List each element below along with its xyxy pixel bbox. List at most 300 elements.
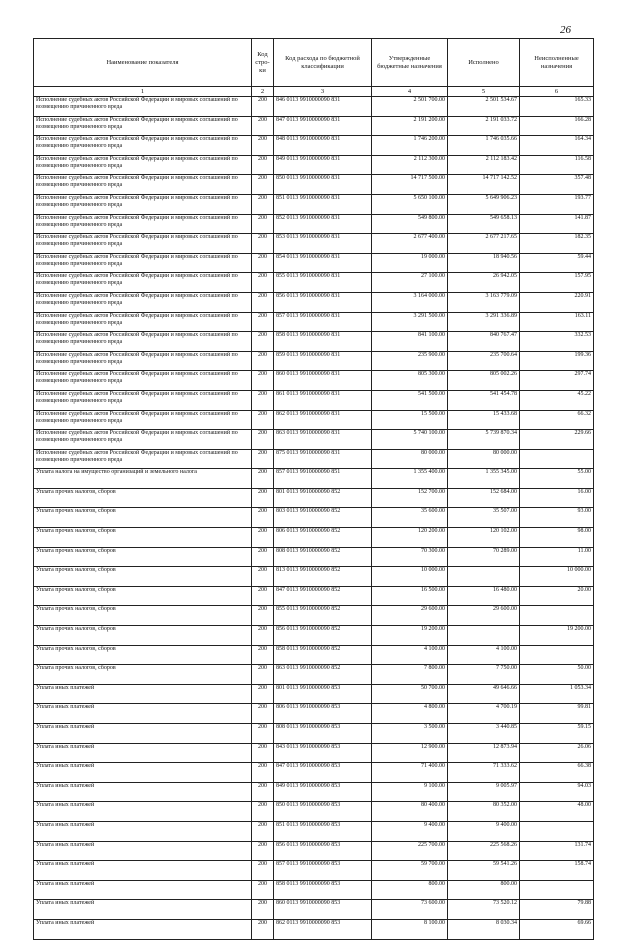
row-executed-cell: 120 102.00 [448,528,520,548]
row-line-code-cell: 200 [252,97,274,117]
table-row [34,371,594,391]
table-row [34,97,594,117]
row-executed-cell: 59 541.26 [448,861,520,881]
row-name-cell: Уплата налога на имущество организаций и земельного налога [34,469,252,489]
row-approved-cell: 50 700.00 [372,684,448,704]
row-executed-cell: 8 030.34 [448,919,520,939]
row-line-code-cell: 200 [252,626,274,646]
row-unexecuted-cell: 357.48 [520,175,594,195]
row-approved-cell: 2 191 200.00 [372,116,448,136]
row-budget-code-cell: 806 0113 9910000090 852 [274,528,372,548]
row-approved-cell: 4 100.00 [372,645,448,665]
row-unexecuted-cell [520,645,594,665]
row-unexecuted-cell [520,821,594,841]
row-line-code-cell: 200 [252,528,274,548]
table-row [34,586,594,606]
row-unexecuted-cell: 10 000.00 [520,567,594,587]
row-line-code-cell: 200 [252,861,274,881]
row-unexecuted-cell: 165.33 [520,97,594,117]
table-row [34,292,594,312]
table-row [34,626,594,646]
row-unexecuted-cell: 55.00 [520,469,594,489]
row-budget-code-cell: 862 0113 9910000090 831 [274,410,372,430]
row-line-code-cell: 200 [252,900,274,920]
row-line-code-cell: 200 [252,665,274,685]
column-header-budget-code: Код расхода по бюджетной классификации [274,39,372,87]
row-executed-cell: 805 002.26 [448,371,520,391]
table-row [34,861,594,881]
row-executed-cell: 4 100.00 [448,645,520,665]
row-name-cell: Исполнение судебных актов Российской Федерации и мировых соглашений по возмещению причиненного вреда [34,234,252,254]
row-line-code-cell: 200 [252,841,274,861]
row-budget-code-cell: 854 0113 9910000090 831 [274,253,372,273]
row-name-cell: Исполнение судебных актов Российской Федерации и мировых соглашений по возмещению причиненного вреда [34,351,252,371]
budget-execution-table [33,38,594,940]
row-unexecuted-cell: 94.03 [520,782,594,802]
column-number: 3 [274,87,372,97]
row-approved-cell: 70 300.00 [372,547,448,567]
column-number: 1 [34,87,252,97]
row-line-code-cell: 200 [252,802,274,822]
row-approved-cell: 29 600.00 [372,606,448,626]
row-unexecuted-cell: 166.28 [520,116,594,136]
row-line-code-cell: 200 [252,214,274,234]
row-line-code-cell: 200 [252,704,274,724]
table-row [34,724,594,744]
row-executed-cell: 4 700.19 [448,704,520,724]
row-budget-code-cell: 855 0113 9910000090 831 [274,273,372,293]
row-executed-cell: 225 568.26 [448,841,520,861]
row-executed-cell: 14 717 142.52 [448,175,520,195]
row-unexecuted-cell: 199.36 [520,351,594,371]
row-unexecuted-cell: 193.77 [520,194,594,214]
table-row [34,665,594,685]
table-row [34,821,594,841]
row-name-cell: Исполнение судебных актов Российской Федерации и мировых соглашений по возмещению причиненного вреда [34,430,252,450]
row-approved-cell: 4 800.00 [372,704,448,724]
row-budget-code-cell: 853 0113 9910000090 831 [274,234,372,254]
row-line-code-cell: 200 [252,351,274,371]
row-approved-cell: 1 746 200.00 [372,136,448,156]
row-line-code-cell: 200 [252,292,274,312]
row-name-cell: Уплата иных платежей [34,724,252,744]
table-row [34,351,594,371]
row-name-cell: Уплата прочих налогов, сборов [34,567,252,587]
row-unexecuted-cell: 45.22 [520,390,594,410]
row-name-cell: Уплата иных платежей [34,802,252,822]
row-budget-code-cell: 849 0113 9910000090 831 [274,155,372,175]
table-row [34,214,594,234]
row-unexecuted-cell: 26.06 [520,743,594,763]
table-row [34,449,594,469]
row-line-code-cell: 200 [252,880,274,900]
row-approved-cell: 541 500.00 [372,390,448,410]
table-row [34,194,594,214]
row-unexecuted-cell: 20.00 [520,586,594,606]
row-executed-cell: 7 750.00 [448,665,520,685]
row-line-code-cell: 200 [252,430,274,450]
table-row [34,645,594,665]
row-name-cell: Исполнение судебных актов Российской Федерации и мировых соглашений по возмещению причиненного вреда [34,155,252,175]
row-unexecuted-cell [520,606,594,626]
row-approved-cell: 12 900.00 [372,743,448,763]
row-approved-cell: 235 900.00 [372,351,448,371]
row-budget-code-cell: 859 0113 9910000090 831 [274,351,372,371]
row-unexecuted-cell: 59.15 [520,724,594,744]
row-approved-cell: 841 100.00 [372,332,448,352]
row-unexecuted-cell: 69.66 [520,919,594,939]
row-line-code-cell: 200 [252,312,274,332]
row-line-code-cell: 200 [252,136,274,156]
row-unexecuted-cell: 158.74 [520,861,594,881]
row-executed-cell: 541 454.78 [448,390,520,410]
row-executed-cell: 1 355 345.00 [448,469,520,489]
row-name-cell: Исполнение судебных актов Российской Федерации и мировых соглашений по возмещению причиненного вреда [34,449,252,469]
table-row [34,528,594,548]
row-budget-code-cell: 857 0113 9910000090 851 [274,469,372,489]
header-row [34,39,594,87]
row-line-code-cell: 200 [252,821,274,841]
row-executed-cell: 3 440.85 [448,724,520,744]
row-budget-code-cell: 860 0113 9910000090 853 [274,900,372,920]
row-budget-code-cell: 847 0113 9910000090 853 [274,763,372,783]
table-row [34,606,594,626]
row-line-code-cell: 200 [252,547,274,567]
row-name-cell: Уплата прочих налогов, сборов [34,626,252,646]
row-name-cell: Исполнение судебных актов Российской Федерации и мировых соглашений по возмещению причиненного вреда [34,371,252,391]
row-approved-cell: 27 100.00 [372,273,448,293]
row-name-cell: Уплата иных платежей [34,841,252,861]
row-executed-cell: 3 163 779.09 [448,292,520,312]
row-approved-cell: 19 200.00 [372,626,448,646]
table-row [34,763,594,783]
column-number-row [34,87,594,97]
row-budget-code-cell: 861 0113 9910000090 831 [274,390,372,410]
row-approved-cell: 8 100.00 [372,919,448,939]
table-row [34,508,594,528]
row-unexecuted-cell: 1 053.34 [520,684,594,704]
row-name-cell: Исполнение судебных актов Российской Федерации и мировых соглашений по возмещению причиненного вреда [34,194,252,214]
table-row [34,782,594,802]
table-body [34,97,594,940]
table-row [34,880,594,900]
table-row [34,390,594,410]
row-approved-cell: 2 501 700.00 [372,97,448,117]
table-row [34,802,594,822]
row-executed-cell: 71 333.62 [448,763,520,783]
row-budget-code-cell: 851 0113 9910000090 831 [274,194,372,214]
row-budget-code-cell: 863 0113 9910000090 852 [274,665,372,685]
row-executed-cell: 12 873.94 [448,743,520,763]
table-row [34,704,594,724]
column-number: 2 [252,87,274,97]
row-approved-cell: 2 677 400.00 [372,234,448,254]
row-unexecuted-cell: 66.38 [520,763,594,783]
table-row [34,488,594,508]
row-unexecuted-cell: 50.00 [520,665,594,685]
row-executed-cell: 800.00 [448,880,520,900]
row-line-code-cell: 200 [252,194,274,214]
row-executed-cell: 2 501 534.67 [448,97,520,117]
row-line-code-cell: 200 [252,253,274,273]
row-line-code-cell: 200 [252,743,274,763]
row-executed-cell: 5 739 870.34 [448,430,520,450]
row-budget-code-cell: 860 0113 9910000090 831 [274,371,372,391]
row-approved-cell: 15 500.00 [372,410,448,430]
row-line-code-cell: 200 [252,469,274,489]
row-unexecuted-cell: 99.81 [520,704,594,724]
table-row [34,841,594,861]
row-budget-code-cell: 813 0113 9910000090 852 [274,567,372,587]
row-unexecuted-cell: 182.35 [520,234,594,254]
row-name-cell: Уплата иных платежей [34,821,252,841]
column-header-line-code: Код стро-ки [252,39,274,87]
row-approved-cell: 549 800.00 [372,214,448,234]
row-name-cell: Уплата прочих налогов, сборов [34,665,252,685]
row-budget-code-cell: 801 0113 9910000090 853 [274,684,372,704]
row-budget-code-cell: 808 0113 9910000090 852 [274,547,372,567]
row-name-cell: Уплата иных платежей [34,763,252,783]
row-executed-cell: 15 433.68 [448,410,520,430]
row-approved-cell: 7 800.00 [372,665,448,685]
table-row [34,743,594,763]
table-row [34,919,594,939]
row-line-code-cell: 200 [252,763,274,783]
row-line-code-cell: 200 [252,390,274,410]
row-executed-cell: 1 746 035.66 [448,136,520,156]
row-executed-cell: 29 600.00 [448,606,520,626]
row-budget-code-cell: 857 0113 9910000090 853 [274,861,372,881]
row-budget-code-cell: 858 0113 9910000090 853 [274,880,372,900]
row-executed-cell: 3 291 336.89 [448,312,520,332]
row-budget-code-cell: 843 0113 9910000090 853 [274,743,372,763]
row-approved-cell: 152 700.00 [372,488,448,508]
row-budget-code-cell: 801 0113 9910000090 852 [274,488,372,508]
row-name-cell: Уплата прочих налогов, сборов [34,586,252,606]
row-line-code-cell: 200 [252,606,274,626]
row-approved-cell: 3 500.00 [372,724,448,744]
row-unexecuted-cell: 19 200.00 [520,626,594,646]
row-budget-code-cell: 849 0113 9910000090 853 [274,782,372,802]
row-unexecuted-cell: 79.88 [520,900,594,920]
row-unexecuted-cell: 11.00 [520,547,594,567]
row-approved-cell: 9 400.00 [372,821,448,841]
table-row [34,234,594,254]
row-name-cell: Исполнение судебных актов Российской Федерации и мировых соглашений по возмещению причиненного вреда [34,332,252,352]
row-unexecuted-cell: 164.34 [520,136,594,156]
row-name-cell: Уплата прочих налогов, сборов [34,528,252,548]
row-approved-cell: 2 112 300.00 [372,155,448,175]
row-unexecuted-cell: 98.00 [520,528,594,548]
column-number: 4 [372,87,448,97]
row-budget-code-cell: 862 0113 9910000090 853 [274,919,372,939]
table-row [34,253,594,273]
row-executed-cell: 5 649 906.23 [448,194,520,214]
row-executed-cell: 2 112 183.42 [448,155,520,175]
table-row [34,332,594,352]
row-unexecuted-cell: 66.32 [520,410,594,430]
row-budget-code-cell: 850 0113 9910000090 853 [274,802,372,822]
row-budget-code-cell: 847 0113 9910000090 831 [274,116,372,136]
row-approved-cell: 3 164 000.00 [372,292,448,312]
row-name-cell: Уплата иных платежей [34,743,252,763]
row-name-cell: Исполнение судебных актов Российской Федерации и мировых соглашений по возмещению причиненного вреда [34,116,252,136]
row-approved-cell: 5 650 100.00 [372,194,448,214]
row-budget-code-cell: 856 0113 9910000090 852 [274,626,372,646]
table-row [34,136,594,156]
row-approved-cell: 5 740 100.00 [372,430,448,450]
row-executed-cell: 9 400.00 [448,821,520,841]
row-budget-code-cell: 857 0113 9910000090 831 [274,312,372,332]
row-approved-cell: 73 600.00 [372,900,448,920]
row-name-cell: Уплата прочих налогов, сборов [34,547,252,567]
row-name-cell: Исполнение судебных актов Российской Федерации и мировых соглашений по возмещению причиненного вреда [34,175,252,195]
row-executed-cell: 35 507.00 [448,508,520,528]
row-executed-cell [448,626,520,646]
row-line-code-cell: 200 [252,273,274,293]
row-name-cell: Уплата прочих налогов, сборов [34,645,252,665]
row-executed-cell: 16 480.00 [448,586,520,606]
row-unexecuted-cell: 220.91 [520,292,594,312]
row-budget-code-cell: 848 0113 9910000090 831 [274,136,372,156]
row-budget-code-cell: 863 0113 9910000090 831 [274,430,372,450]
row-approved-cell: 120 200.00 [372,528,448,548]
table-row [34,175,594,195]
table-row [34,116,594,136]
row-line-code-cell: 200 [252,508,274,528]
row-unexecuted-cell: 16.00 [520,488,594,508]
row-name-cell: Исполнение судебных актов Российской Федерации и мировых соглашений по возмещению причиненного вреда [34,214,252,234]
table-row [34,900,594,920]
row-budget-code-cell: 858 0113 9910000090 852 [274,645,372,665]
row-approved-cell: 14 717 500.00 [372,175,448,195]
page-number: 26 [560,24,571,36]
row-executed-cell: 80 000.00 [448,449,520,469]
table-row [34,684,594,704]
row-unexecuted-cell: 157.95 [520,273,594,293]
row-unexecuted-cell [520,880,594,900]
row-name-cell: Уплата иных платежей [34,900,252,920]
row-name-cell: Исполнение судебных актов Российской Федерации и мировых соглашений по возмещению причиненного вреда [34,253,252,273]
row-executed-cell: 80 352.00 [448,802,520,822]
row-name-cell: Уплата иных платежей [34,782,252,802]
table-row [34,430,594,450]
row-line-code-cell: 200 [252,645,274,665]
row-approved-cell: 1 355 400.00 [372,469,448,489]
column-number: 6 [520,87,594,97]
row-budget-code-cell: 847 0113 9910000090 852 [274,586,372,606]
column-header-name: Наименование показателя [34,39,252,87]
row-approved-cell: 9 100.00 [372,782,448,802]
row-budget-code-cell: 850 0113 9910000090 831 [274,175,372,195]
row-name-cell: Исполнение судебных актов Российской Федерации и мировых соглашений по возмещению причиненного вреда [34,312,252,332]
row-approved-cell: 10 000.00 [372,567,448,587]
row-name-cell: Уплата иных платежей [34,919,252,939]
row-line-code-cell: 200 [252,410,274,430]
row-line-code-cell: 200 [252,488,274,508]
row-unexecuted-cell: 116.58 [520,155,594,175]
row-budget-code-cell: 852 0113 9910000090 831 [274,214,372,234]
row-budget-code-cell: 851 0113 9910000090 853 [274,821,372,841]
row-approved-cell: 805 300.00 [372,371,448,391]
row-budget-code-cell: 856 0113 9910000090 831 [274,292,372,312]
row-name-cell: Исполнение судебных актов Российской Федерации и мировых соглашений по возмещению причиненного вреда [34,136,252,156]
row-unexecuted-cell [520,449,594,469]
row-budget-code-cell: 846 0113 9910000090 831 [274,97,372,117]
row-approved-cell: 80 000.00 [372,449,448,469]
row-name-cell: Исполнение судебных актов Российской Федерации и мировых соглашений по возмещению причиненного вреда [34,273,252,293]
row-unexecuted-cell: 93.00 [520,508,594,528]
table-row [34,155,594,175]
row-approved-cell: 35 600.00 [372,508,448,528]
table-row [34,567,594,587]
row-budget-code-cell: 856 0113 9910000090 853 [274,841,372,861]
row-line-code-cell: 200 [252,234,274,254]
column-header-unexecuted: Неисполненные назначения [520,39,594,87]
row-line-code-cell: 200 [252,567,274,587]
row-line-code-cell: 200 [252,586,274,606]
row-approved-cell: 16 500.00 [372,586,448,606]
row-approved-cell: 71 400.00 [372,763,448,783]
row-executed-cell: 549 658.13 [448,214,520,234]
row-executed-cell: 235 700.64 [448,351,520,371]
row-unexecuted-cell: 48.00 [520,802,594,822]
row-executed-cell: 152 684.00 [448,488,520,508]
row-line-code-cell: 200 [252,155,274,175]
row-approved-cell: 800.00 [372,880,448,900]
row-approved-cell: 19 000.00 [372,253,448,273]
row-name-cell: Исполнение судебных актов Российской Федерации и мировых соглашений по возмещению причиненного вреда [34,410,252,430]
row-executed-cell: 2 677 217.65 [448,234,520,254]
row-name-cell: Уплата прочих налогов, сборов [34,508,252,528]
table-row [34,273,594,293]
column-number: 5 [448,87,520,97]
row-line-code-cell: 200 [252,371,274,391]
table-row [34,312,594,332]
row-name-cell: Уплата иных платежей [34,704,252,724]
row-unexecuted-cell: 297.74 [520,371,594,391]
row-budget-code-cell: 806 0113 9910000090 853 [274,704,372,724]
row-line-code-cell: 200 [252,919,274,939]
row-approved-cell: 59 700.00 [372,861,448,881]
table-row [34,469,594,489]
row-unexecuted-cell: 131.74 [520,841,594,861]
row-approved-cell: 3 291 500.00 [372,312,448,332]
row-budget-code-cell: 855 0113 9910000090 852 [274,606,372,626]
row-line-code-cell: 200 [252,449,274,469]
row-unexecuted-cell: 332.53 [520,332,594,352]
row-executed-cell [448,567,520,587]
row-executed-cell: 49 646.66 [448,684,520,704]
column-header-approved: Утвержденные бюджетные назначения [372,39,448,87]
row-unexecuted-cell: 59.44 [520,253,594,273]
table-row [34,547,594,567]
row-line-code-cell: 200 [252,684,274,704]
row-name-cell: Уплата прочих налогов, сборов [34,488,252,508]
row-executed-cell: 9 005.97 [448,782,520,802]
row-executed-cell: 73 520.12 [448,900,520,920]
row-budget-code-cell: 803 0113 9910000090 852 [274,508,372,528]
row-name-cell: Уплата иных платежей [34,861,252,881]
row-name-cell: Исполнение судебных актов Российской Федерации и мировых соглашений по возмещению причиненного вреда [34,390,252,410]
column-header-executed: Исполнено [448,39,520,87]
row-executed-cell: 18 940.56 [448,253,520,273]
row-unexecuted-cell: 141.87 [520,214,594,234]
row-name-cell: Исполнение судебных актов Российской Федерации и мировых соглашений по возмещению причиненного вреда [34,292,252,312]
row-budget-code-cell: 808 0113 9910000090 853 [274,724,372,744]
row-line-code-cell: 200 [252,116,274,136]
row-approved-cell: 80 400.00 [372,802,448,822]
